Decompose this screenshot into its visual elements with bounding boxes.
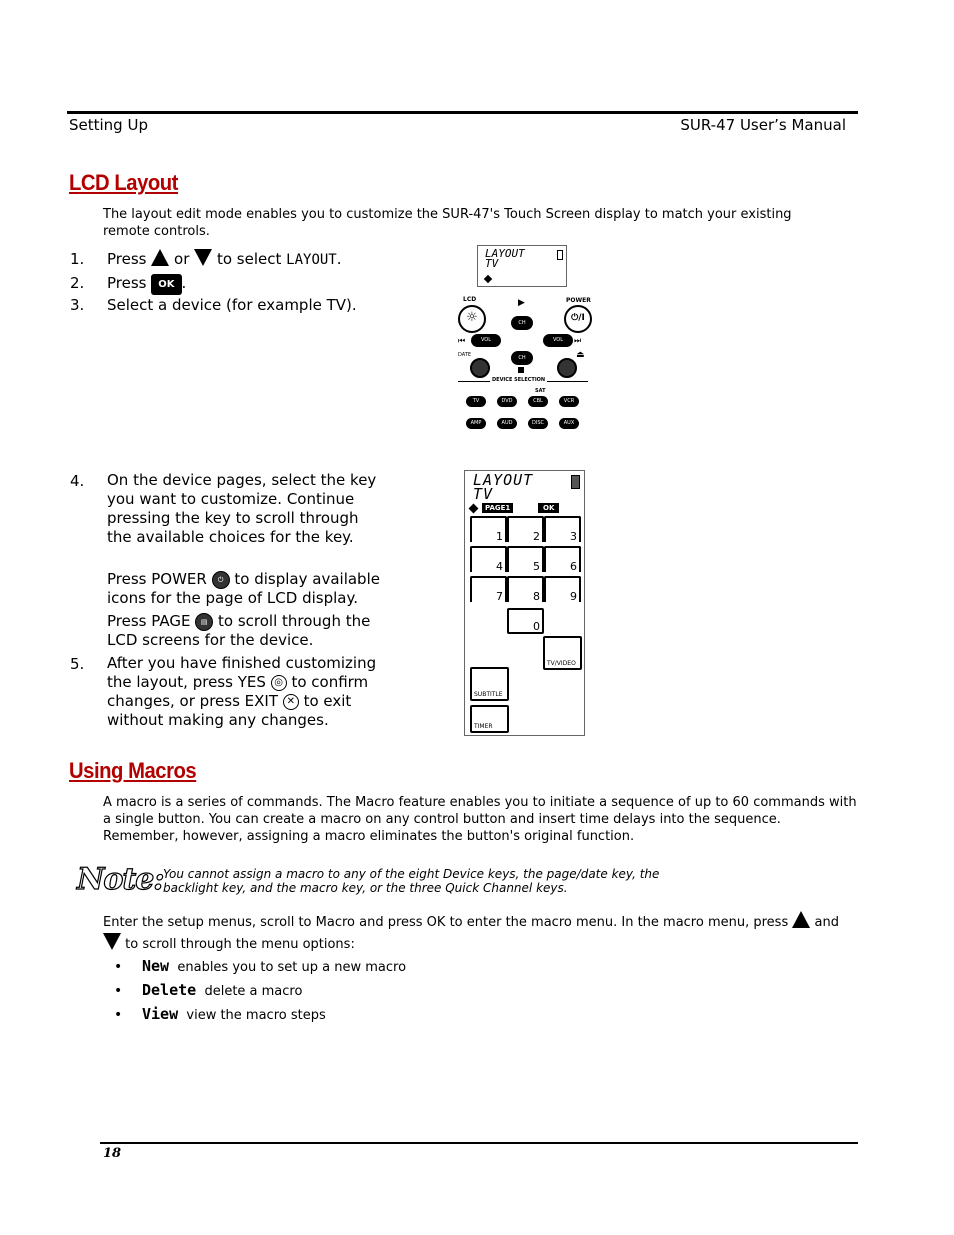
- lcd-key-label: 1: [496, 530, 503, 543]
- prev-icon: ⏮: [458, 336, 466, 345]
- page1-label: PAGE1: [482, 503, 513, 513]
- eject-icon: ⏏: [576, 350, 585, 360]
- device-key-aux: AUX: [559, 418, 579, 429]
- next-icon: ⏭: [574, 336, 582, 345]
- vol-up-key: [543, 334, 573, 347]
- lcd-key: [470, 516, 507, 542]
- lcd-key-label: 7: [496, 590, 503, 603]
- option-desc: view the macro steps: [186, 1008, 326, 1023]
- hand-icon: [469, 504, 479, 514]
- device-row-1: [466, 396, 586, 408]
- stop-icon: [518, 367, 524, 373]
- battery-icon: [571, 475, 580, 489]
- step-text: After you have finished customizing the layout, press YES: [107, 654, 377, 691]
- macro-options-list: [114, 955, 406, 1027]
- lcd-screen-small: [477, 245, 567, 287]
- vol-down-key-label: VOL: [480, 337, 492, 343]
- step-4-page: [107, 612, 387, 650]
- lcd-key: [470, 546, 507, 572]
- vol-down-key: [471, 334, 501, 347]
- instruction-text: and: [814, 915, 839, 930]
- lcd-key-label: TV/VIDEO: [547, 660, 576, 667]
- step-text: to scroll through the LCD screens for the device.: [107, 612, 371, 649]
- step-text: .: [336, 250, 342, 268]
- enter-macro-instructions: [103, 911, 843, 955]
- device-key-amp: AMP: [466, 418, 486, 429]
- lcd-line: LAYOUT: [473, 471, 534, 489]
- device-row-2: [466, 418, 586, 430]
- step-text: to confirm changes, or press EXIT: [107, 673, 369, 710]
- lcd-key: [507, 608, 544, 634]
- step-1: [107, 249, 342, 270]
- vol-up-key-label: VOL: [552, 337, 564, 343]
- step-text: to select: [216, 250, 282, 268]
- lcd-line: LAYOUT: [485, 247, 525, 260]
- page-key-icon: [470, 358, 490, 378]
- option-key: View: [142, 1005, 179, 1023]
- header-manual-title: SUR-47 User’s Manual: [680, 116, 846, 134]
- header-section-title: Setting Up: [69, 116, 148, 134]
- lcd-line: TV: [473, 485, 494, 503]
- lcd-key-label: 8: [533, 590, 540, 603]
- step-text: Press: [107, 250, 147, 268]
- list-item: • New enables you to set up a new macro: [114, 957, 407, 975]
- down-arrow-icon: [194, 249, 212, 266]
- lcd-key-label: 5: [533, 560, 540, 573]
- option-desc: delete a macro: [204, 984, 303, 999]
- option-key: Delete: [142, 981, 197, 999]
- step-number: 5.: [70, 655, 85, 673]
- ok-key-icon: OK: [151, 274, 181, 295]
- lcd-key: [544, 516, 581, 542]
- lcd-key-subtitle: [470, 667, 509, 701]
- lcd-key-label: LCD: [463, 296, 477, 303]
- option-desc: enables you to set up a new macro: [177, 960, 407, 975]
- lcd-screen-large: [464, 470, 585, 736]
- ch-down-key-label: CH: [518, 355, 526, 361]
- power-icon: ⏻/I: [564, 305, 592, 333]
- step-number: 3.: [70, 296, 85, 314]
- header-rule: [67, 111, 858, 114]
- lcd-key: [470, 576, 507, 602]
- step-number: 1.: [70, 250, 85, 268]
- lcd-key: [507, 546, 544, 572]
- section-heading-using-macros: Using Macros: [69, 758, 197, 783]
- device-key-disc: DISC: [528, 418, 548, 429]
- device-key-aud: AUD: [497, 418, 517, 429]
- lcd-key: [507, 516, 544, 542]
- device-key-dvd: DVD: [497, 396, 517, 407]
- remote-illustration: [456, 294, 596, 432]
- play-icon: ▶: [518, 298, 525, 308]
- device-key-vcr: VCR: [559, 396, 579, 407]
- lcd-key: [544, 546, 581, 572]
- ch-up-key-label: CH: [518, 320, 526, 326]
- exit-key-icon: ✕: [283, 694, 299, 710]
- option-key: New: [142, 957, 170, 975]
- lcd-key-timer: [470, 705, 509, 733]
- note-graphic: Note:: [77, 862, 164, 897]
- lcd-key-label: 2: [533, 530, 540, 543]
- note-text: You cannot assign a macro to any of the eight Device keys, the page/date key, the backlight key, and the macro key, or the three Quick Channel keys.: [163, 867, 660, 895]
- ok-label: OK: [538, 503, 559, 513]
- power-key-icon: ⏻: [212, 571, 230, 589]
- step-text: Press PAGE: [107, 612, 191, 630]
- device-key-cbl: CBL: [528, 396, 548, 407]
- lcd-key-label: SUBTITLE: [474, 691, 503, 698]
- step-4-power: [107, 570, 387, 608]
- ch-down-key: [511, 351, 533, 365]
- step-4: On the device pages, select the key you want to customize. Continue pressing the key to scroll through the available choices for the key.: [107, 471, 377, 546]
- step-text: to exit without making any changes.: [107, 692, 352, 729]
- device-selection-label: DEVICE SELECTION: [492, 377, 546, 383]
- page-number: 18: [103, 1146, 122, 1161]
- section-heading-lcd-layout: LCD Layout: [69, 170, 178, 195]
- list-item: • View view the macro steps: [114, 1005, 326, 1023]
- up-arrow-icon: [792, 911, 810, 928]
- lcd-key-tvvideo: [543, 636, 582, 670]
- footer-rule: [100, 1142, 858, 1144]
- step-text: to display available icons for the page of LCD display.: [107, 570, 380, 607]
- battery-icon: [557, 250, 563, 260]
- lcd-key: [507, 576, 544, 602]
- macros-intro: A macro is a series of commands. The Macro feature enables you to initiate a sequence of up to 60 commands with a single button. You can create a macro on any control button and insert time delays into the sequence. Remember, however, assigning a macro eliminates the button's original function.: [103, 795, 857, 844]
- hand-icon: [484, 275, 492, 283]
- up-arrow-icon: [151, 249, 169, 266]
- step-number: 2.: [70, 274, 85, 292]
- down-arrow-icon: [103, 933, 121, 950]
- lcd-key-label: 3: [570, 530, 577, 543]
- lcd-key-label: 6: [570, 560, 577, 573]
- lcd-key-label: 0: [533, 620, 540, 633]
- step-text: or: [174, 250, 190, 268]
- step-5: [107, 654, 387, 730]
- instruction-text: to scroll through the menu options:: [125, 937, 355, 952]
- date-key-label: DATE: [458, 352, 472, 358]
- code-layout: LAYOUT: [286, 252, 337, 268]
- step-number: 4.: [70, 472, 85, 490]
- list-item: • Delete delete a macro: [114, 981, 303, 999]
- step-3: Select a device (for example TV).: [107, 296, 357, 314]
- step-text: Press POWER: [107, 570, 207, 588]
- sat-label: SAT: [535, 388, 546, 394]
- ch-up-key: [511, 316, 533, 330]
- step-text: .: [181, 274, 187, 292]
- section-intro: The layout edit mode enables you to customize the SUR-47's Touch Screen display to match your existing remote controls.: [103, 207, 792, 239]
- device-key-tv: TV: [466, 396, 486, 407]
- step-2: [107, 274, 186, 295]
- lcd-line: TV: [485, 257, 499, 270]
- step-text: Press: [107, 274, 147, 292]
- lcd-key: [544, 576, 581, 602]
- lcd-key-label: 4: [496, 560, 503, 573]
- yes-key-icon: ◎: [271, 675, 287, 691]
- instruction-text: Enter the setup menus, scroll to Macro and press OK to enter the macro menu. In the macro menu, press: [103, 915, 789, 930]
- page-key-icon: ▤: [195, 613, 213, 631]
- mute-key-icon: [557, 358, 577, 378]
- lcd-key-label: TIMER: [474, 723, 493, 730]
- power-key-label: POWER: [566, 297, 591, 304]
- backlight-icon: ☼: [458, 305, 486, 333]
- lcd-key-label: 9: [570, 590, 577, 603]
